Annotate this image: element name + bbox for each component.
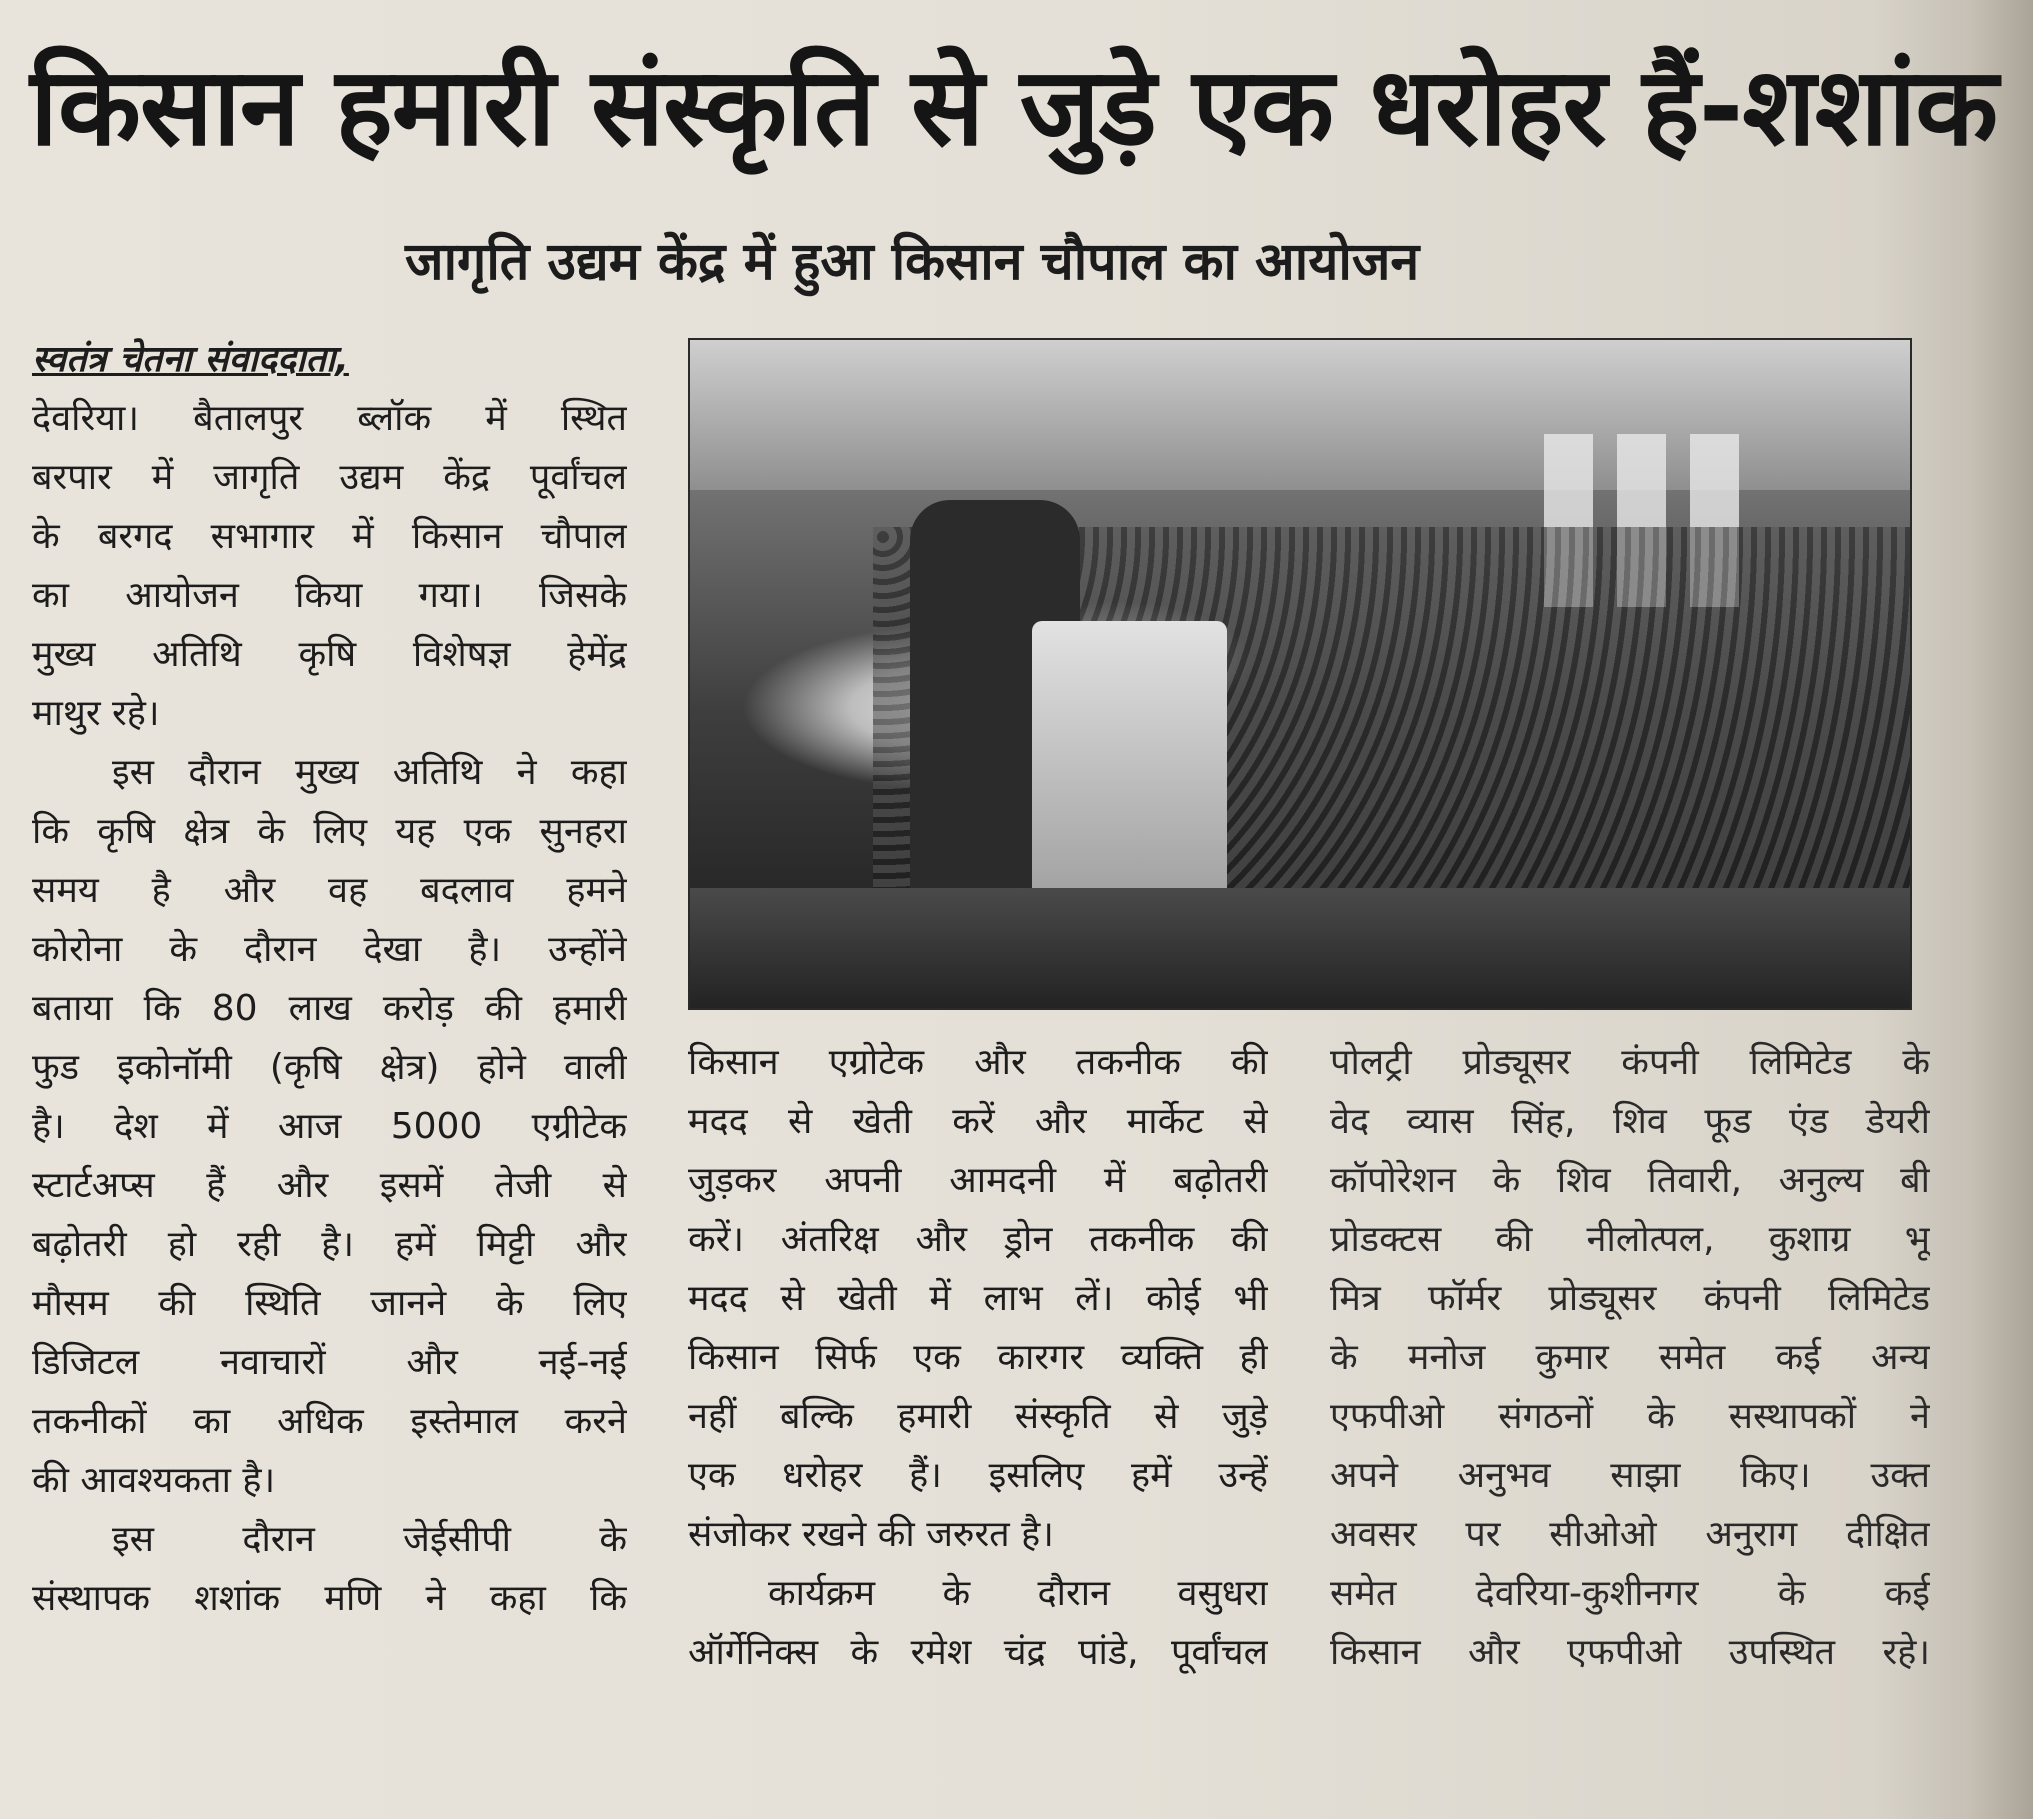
paragraph-line: संजोकर रखने की जरुरत है। [688,1514,1054,1555]
paragraph-line: डिजिटल नवाचारों और नई-नई [32,1342,627,1383]
paragraph-line: अवसर पर सीओओ अनुराग दीक्षित [1330,1514,1930,1555]
paragraph-line: अपने अनुभव साझा किए। उक्त [1330,1455,1930,1496]
event-photo [688,338,1912,1010]
paragraph-line: पोलट्री प्रोड्यूसर कंपनी लिमिटेड के [1330,1042,1930,1083]
paragraph-line: है। देश में आज 5000 एग्रीटेक [32,1106,627,1147]
photo-podium [1032,621,1227,922]
paragraph-line: मित्र फॉर्मर प्रोड्यूसर कंपनी लिमिटेड [1330,1278,1930,1319]
paragraph-line: नहीं बल्कि हमारी संस्कृति से जुड़े [688,1396,1268,1437]
paragraph-line: प्रोडक्टस की नीलोत्पल, कुशाग्र भू [1330,1219,1930,1260]
paragraph-line: ऑर्गेनिक्स के रमेश चंद्र पांडे, पूर्वांचल [688,1632,1268,1673]
adjacent-page-edge [1963,0,2033,1819]
paragraph-line: इस दौरान मुख्य अतिथि ने कहा [112,752,627,793]
photo-floor [690,888,1910,1008]
subheadline: जागृति उद्यम केंद्र में हुआ किसान चौपाल का आयोजन [405,231,1420,292]
paragraph-line: की आवश्यकता है। [32,1460,276,1501]
headline: किसान हमारी संस्कृति से जुड़े एक धरोहर हैं-शशांक [30,45,1998,170]
paragraph-line: वेद व्यास सिंह, शिव फूड एंड डेयरी [1330,1101,1930,1142]
paragraph-line: स्टार्टअप्स हैं और इसमें तेजी से [32,1165,627,1206]
paragraph-line: के मनोज कुमार समेत कई अन्य [1330,1337,1930,1378]
paragraph-line: तकनीकों का अधिक इस्तेमाल करने [32,1401,627,1442]
paragraph-line: मदद से खेती करें और मार्केट से [688,1101,1268,1142]
paragraph-line: के बरगद सभागार में किसान चौपाल [32,516,627,557]
paragraph-line: इस दौरान जेईसीपी के [112,1519,627,1560]
paragraph-line: संस्थापक शशांक मणि ने कहा कि [32,1578,627,1619]
paragraph-line: जुड़कर अपनी आमदनी में बढ़ोतरी [688,1160,1268,1201]
paragraph-line: समेत देवरिया-कुशीनगर के कई [1330,1573,1930,1614]
paragraph-line: किसान और एफपीओ उपस्थित रहे। [1330,1632,1930,1673]
paragraph-line: एक धरोहर हैं। इसलिए हमें उन्हें [688,1455,1268,1496]
left-column [32,330,627,1628]
paragraph-line: कार्यक्रम के दौरान वसुधरा [768,1573,1268,1614]
paragraph-line: माथुर रहे। [32,693,160,734]
byline: स्वतंत्र चेतना संवाददाता, [32,339,349,380]
middle-column [688,1033,1268,1682]
paragraph-line: एफपीओ संगठनों के सस्थापकों ने [1330,1396,1930,1437]
paragraph-line: करें। अंतरिक्ष और ड्रोन तकनीक की [688,1219,1268,1260]
paragraph-line: कि कृषि क्षेत्र के लिए यह एक सुनहरा [32,811,627,852]
paragraph-line: कोरोना के दौरान देखा है। उन्होंने [32,929,627,970]
paragraph-line: बताया कि 80 लाख करोड़ की हमारी [32,988,627,1029]
paragraph-line: किसान एग्रोटेक और तकनीक की [688,1042,1268,1083]
paragraph-line: मौसम की स्थिति जानने के लिए [32,1283,627,1324]
paragraph-line: बढ़ोतरी हो रही है। हमें मिट्टी और [32,1224,627,1265]
paragraph-line: मुख्य अतिथि कृषि विशेषज्ञ हेमेंद्र [32,634,627,675]
paragraph-line: कॉपोरेशन के शिव तिवारी, अनुल्य बी [1330,1160,1930,1201]
right-column [1330,1033,1930,1682]
paragraph-line: का आयोजन किया गया। जिसके [32,575,627,616]
paragraph-line: मदद से खेती में लाभ लें। कोई भी [688,1278,1268,1319]
paragraph-line: समय है और वह बदलाव हमने [32,870,627,911]
paragraph-line: फुड इकोनॉमी (कृषि क्षेत्र) होने वाली [32,1047,627,1088]
paragraph-line: देवरिया। बैतालपुर ब्लॉक में स्थित [32,398,627,439]
paragraph-line: बरपार में जागृति उद्यम केंद्र पूर्वांचल [32,457,627,498]
paragraph-line: किसान सिर्फ एक कारगर व्यक्ति ही [688,1337,1268,1378]
